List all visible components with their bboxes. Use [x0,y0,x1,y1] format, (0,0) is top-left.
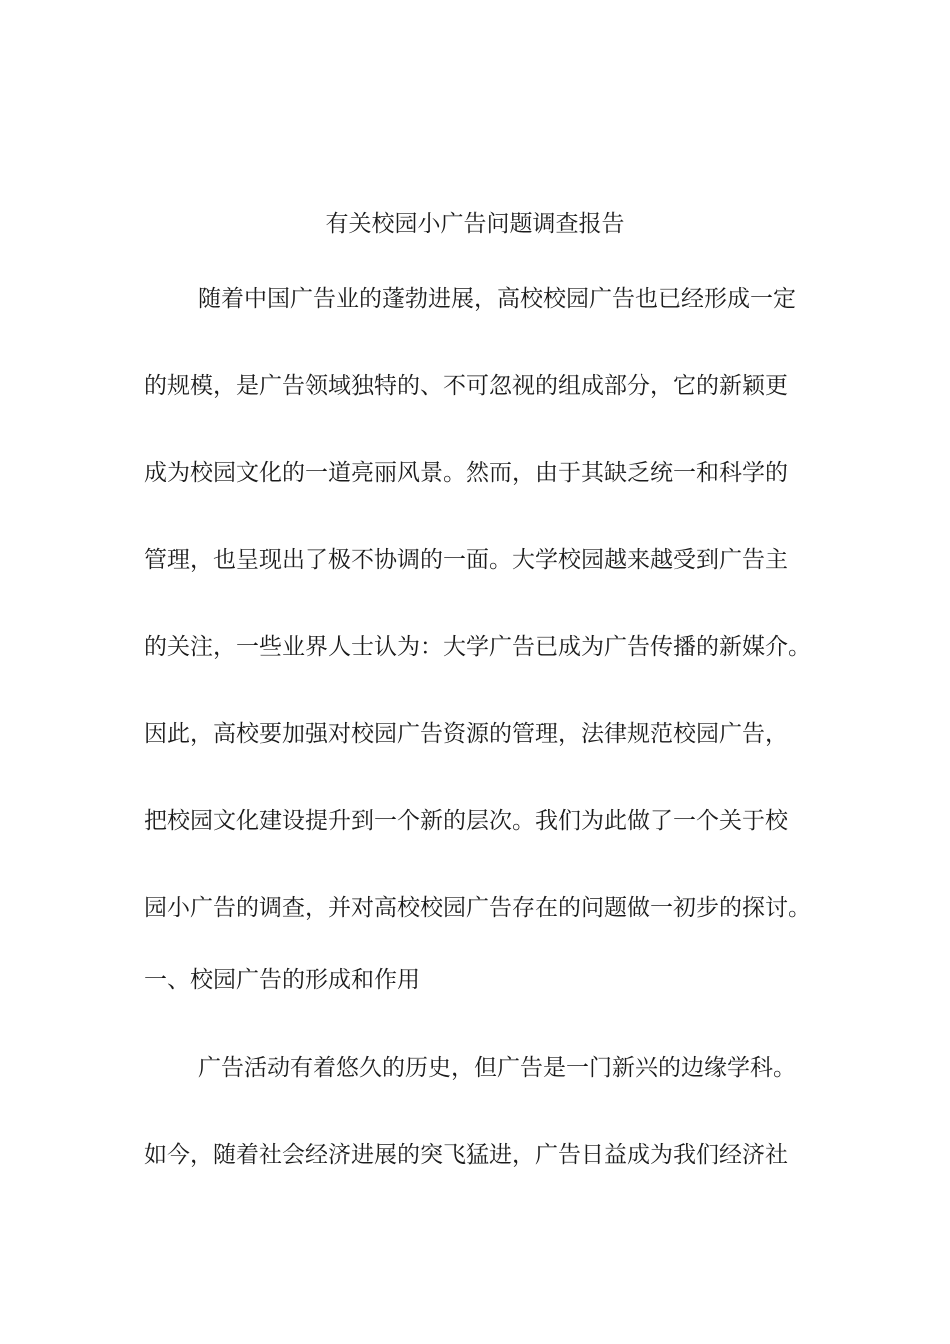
paragraph-line: 如今，随着社会经济进展的突飞猛进，广告日益成为我们经济社 [144,1142,788,1168]
paragraph-line: 广告活动有着悠久的历史，但广告是一门新兴的边缘学科。 [198,1055,796,1081]
section-heading: 一、校园广告的形成和作用 [144,967,420,993]
paragraph-line: 管理，也呈现出了极不协调的一面。大学校园越来越受到广告主 [144,547,788,573]
paragraph-line: 因此，高校要加强对校园广告资源的管理，法律规范校园广告， [144,721,788,747]
paragraph-line: 成为校园文化的一道亮丽风景。然而，由于其缺乏统一和科学的 [144,460,788,486]
paragraph-line: 的规模，是广告领域独特的、不可忽视的组成部分，它的新颖更 [144,373,788,399]
paragraph-line: 把校园文化建设提升到一个新的层次。我们为此做了一个关于校 [144,808,788,834]
paragraph-line: 园小广告的调查，并对高校校园广告存在的问题做一初步的探讨。 [144,895,811,921]
paragraph-line: 的关注，一些业界人士认为：大学广告已成为广告传播的新媒介。 [144,634,811,660]
document-title: 有关校园小广告问题调查报告 [325,211,625,237]
paragraph-line: 随着中国广告业的蓬勃进展，高校校园广告也已经形成一定 [198,286,796,312]
